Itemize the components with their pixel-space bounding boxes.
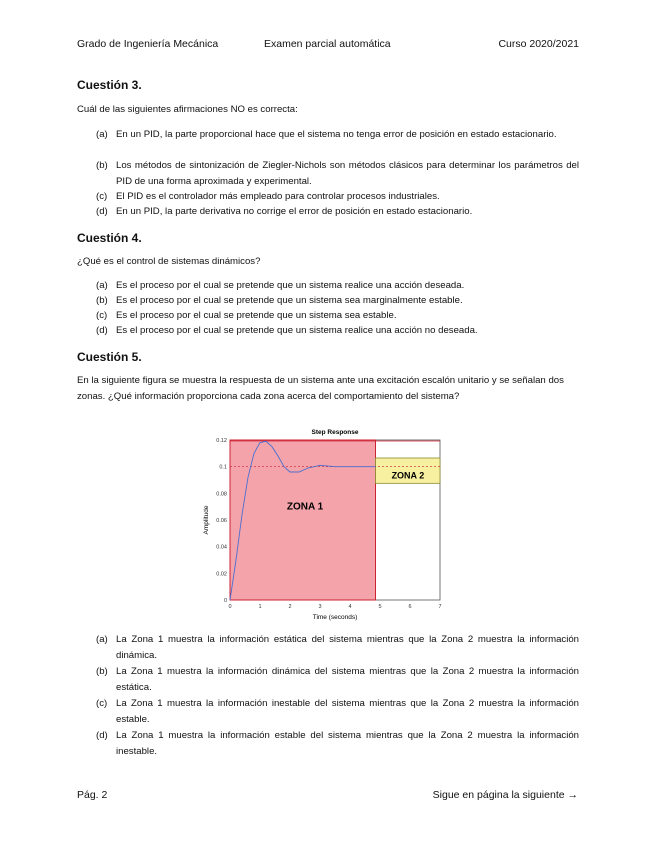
question-3-option-b[interactable] [96,158,579,190]
option-text: La Zona 1 muestra la información estable del sistema mientras que la Zona 2 muestra la información inestable. [116,730,579,757]
question-5-prompt: En la siguiente figura se muestra la respuesta de un sistema ante una excitación escalón unitario y se señalan dos zonas. ¿Qué información proporciona cada zona acerca del comportamiento del sistema? [77,375,564,402]
y-tick-label: 0.04 [216,544,227,551]
step-response-figure [198,424,448,624]
option-label: (d) [96,730,108,741]
option-text: Es el proceso por el cual se pretende que un sistema realice una acción no deseada. [116,325,478,336]
x-tick-label: 3 [318,604,322,610]
header-degree: Grado de Ingeniería Mecánica [77,38,219,50]
x-tick-label: 0 [228,604,232,610]
option-label: (c) [96,698,108,709]
zone-2-label: ZONA 2 [391,470,425,481]
zone-1-label: ZONA 1 [286,501,324,513]
question-4-option-d[interactable] [96,323,579,339]
question-5-title: Cuestión 5. [77,350,142,364]
question-3-title: Cuestión 3. [77,78,142,92]
question-4-option-b[interactable] [96,293,579,309]
chart-title: Step Response [311,429,359,436]
option-text: El PID es el controlador más empleado para controlar procesos industriales. [116,191,440,202]
option-text: La Zona 1 muestra la información dinámica del sistema mientras que la Zona 2 muestra la información estática. [116,666,579,693]
question-3-option-d[interactable] [96,204,579,220]
y-tick-label: 0.02 [216,571,227,578]
question-4-prompt: ¿Qué es el control de sistemas dinámicos? [77,256,261,267]
y-tick-label: 0.06 [216,518,227,524]
page-number: Pág. 2 [77,789,108,801]
question-5-option-d[interactable] [96,728,579,760]
header-course: Curso 2020/2021 [498,38,579,50]
step-response-chart [198,424,448,624]
x-tick-label: 2 [288,604,292,610]
y-tick-label: 0.12 [216,438,227,444]
option-label: (a) [96,129,108,140]
x-tick-label: 1 [258,604,262,610]
option-label: (c) [96,191,108,202]
question-4-option-c[interactable] [96,308,579,324]
option-label: (d) [96,206,108,217]
option-label: (b) [96,295,108,306]
header-exam: Examen parcial automática [264,38,391,50]
y-tick-label: 0.08 [216,491,227,498]
option-label: (d) [96,325,108,336]
question-5-option-b[interactable] [96,664,579,696]
question-4-option-a[interactable] [96,278,579,294]
next-page-note: Sigue en página la siguiente → [432,789,578,801]
option-text: Los métodos de sintonización de Ziegler-Nichols son métodos clásicos para determinar los parámetros del PID de una forma aproximada y experimental. [116,160,579,187]
question-3-option-a[interactable] [96,127,579,143]
option-label: (b) [96,160,108,171]
zone-1-region [230,440,376,600]
option-text: Es el proceso por el cual se pretende que un sistema sea estable. [116,310,397,321]
option-label: (c) [96,310,108,321]
x-tick-label: 7 [438,604,442,610]
y-axis-label: Amplitude [203,505,210,535]
option-text: La Zona 1 muestra la información inestable del sistema mientras que la Zona 2 muestra la información estable. [116,698,579,725]
option-text: En un PID, la parte derivativa no corrige el error de posición en estado estacionario. [116,206,473,217]
x-tick-label: 4 [348,604,352,610]
option-text: En un PID, la parte proporcional hace que el sistema no tenga error de posición en estado estacionario. [116,129,557,140]
x-axis-label: Time (seconds) [312,614,358,621]
y-tick-label: 0 [223,598,227,604]
y-tick-label: 0.1 [219,464,227,471]
option-text: Es el proceso por el cual se pretende que un sistema realice una acción deseada. [116,280,465,291]
option-label: (a) [96,634,108,645]
option-label: (b) [96,666,108,677]
question-5-option-c[interactable] [96,696,579,728]
question-5-option-a[interactable] [96,632,579,664]
question-4-title: Cuestión 4. [77,231,142,245]
option-text: La Zona 1 muestra la información estática del sistema mientras que la Zona 2 muestra la información dinámica. [116,634,579,661]
x-tick-label: 6 [408,604,412,610]
question-3-prompt: Cuál de las siguientes afirmaciones NO es correcta: [77,104,298,115]
option-text: Es el proceso por el cual se pretende que un sistema sea marginalmente estable. [116,295,463,306]
question-3-option-c[interactable] [96,189,579,205]
option-label: (a) [96,280,108,291]
x-tick-label: 5 [378,604,382,610]
